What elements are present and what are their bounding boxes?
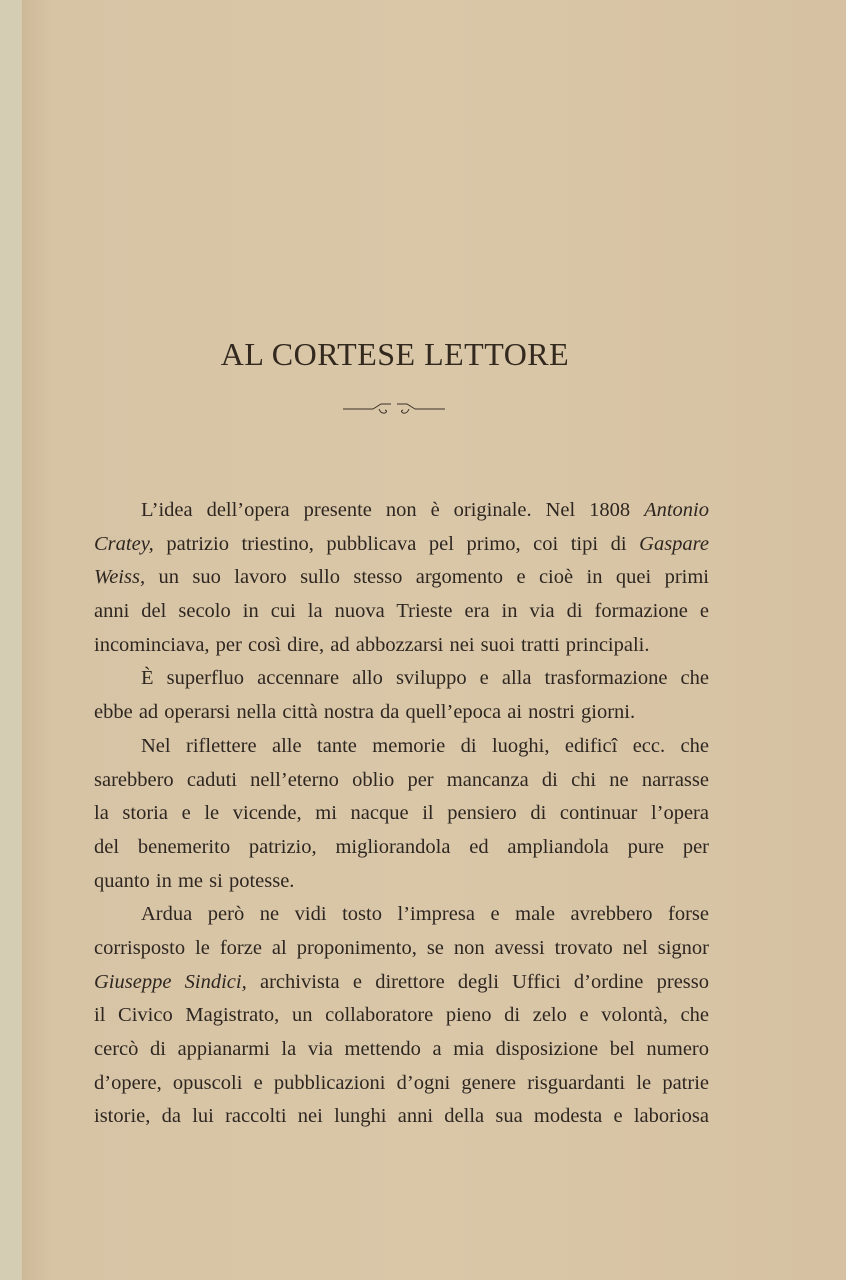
text-segment: archivista e direttore degli Uffici d’ordine presso — [246, 970, 709, 993]
text-line — [94, 1033, 709, 1067]
text-line — [94, 494, 709, 528]
binding-edge — [0, 0, 23, 1280]
text-segment: un suo lavoro sullo stesso argomento e cioè in quei primi — [145, 566, 709, 589]
text-line — [94, 999, 709, 1033]
italic-name: Giuseppe Sindici, — [94, 970, 247, 993]
body-text — [94, 494, 709, 1134]
italic-name: Cratey, — [94, 532, 154, 555]
text-segment: anni del secolo in cui la nuova Trieste era in via di formazione e — [94, 600, 709, 623]
text-segment: del benemerito patrizio, migliorandola ed ampliandola pure per — [94, 835, 709, 858]
text-segment: cercò di appianarmi la via mettendo a mia disposizione bel numero — [94, 1038, 709, 1060]
fleuron-ornament-icon — [343, 402, 445, 418]
italic-name: Weiss, — [94, 566, 146, 589]
text-segment: patrizio triestino, pubblicava pel primo, coi tipi di — [153, 532, 640, 555]
text-line — [94, 730, 709, 764]
text-segment: la storia e le vicende, mi nacque il pensiero di continuar l’opera — [94, 802, 709, 825]
text-segment: L’idea dell’opera presente non è originale. Nel 1808 — [141, 499, 645, 521]
italic-name: Gaspare — [639, 532, 709, 555]
text-segment: corrisposto le forze al proponimento, se non avessi trovato nel signor — [94, 936, 709, 959]
text-line — [94, 797, 709, 831]
page-title: AL CORTESE LETTORE — [220, 336, 570, 372]
text-segment: istorie, da lui raccolti nei lunghi anni della sua modesta e laboriosa — [94, 1105, 709, 1128]
text-segment: Nel riflettere alle tante memorie di luoghi, edificî ecc. che — [141, 734, 709, 757]
text-line — [94, 1100, 709, 1134]
text-line — [94, 764, 709, 798]
text-line — [94, 831, 709, 865]
text-line — [94, 865, 709, 899]
text-segment: È superfluo accennare allo sviluppo e alla trasformazione che — [141, 667, 709, 690]
text-segment: il Civico Magistrato, un collaboratore pieno di zelo e volontà, che — [94, 1004, 709, 1027]
text-segment: d’opere, opuscoli e pubblicazioni d’ogni genere risguardanti le patrie — [94, 1071, 709, 1094]
text-line — [94, 966, 709, 1000]
text-line — [94, 561, 709, 595]
text-line — [94, 932, 709, 966]
text-segment: sarebbero caduti nell’eterno oblio per mancanza di chi ne narrasse — [94, 768, 709, 791]
text-line — [94, 1067, 709, 1101]
text-segment: quanto in me si potesse. — [94, 869, 295, 892]
text-line — [94, 528, 709, 562]
text-segment: ebbe ad operarsi nella città nostra da quell’epoca ai nostri giorni. — [94, 701, 636, 724]
text-segment: Ardua però ne vidi tosto l’impresa e male avrebbero forse — [141, 903, 709, 926]
text-line — [94, 662, 709, 696]
text-line — [94, 696, 709, 730]
text-line — [94, 629, 709, 663]
text-line — [94, 595, 709, 629]
text-line — [94, 898, 709, 932]
italic-name: Antonio — [644, 499, 709, 521]
text-segment: incominciava, per così dire, ad abbozzarsi nei suoi tratti principali. — [94, 633, 650, 656]
